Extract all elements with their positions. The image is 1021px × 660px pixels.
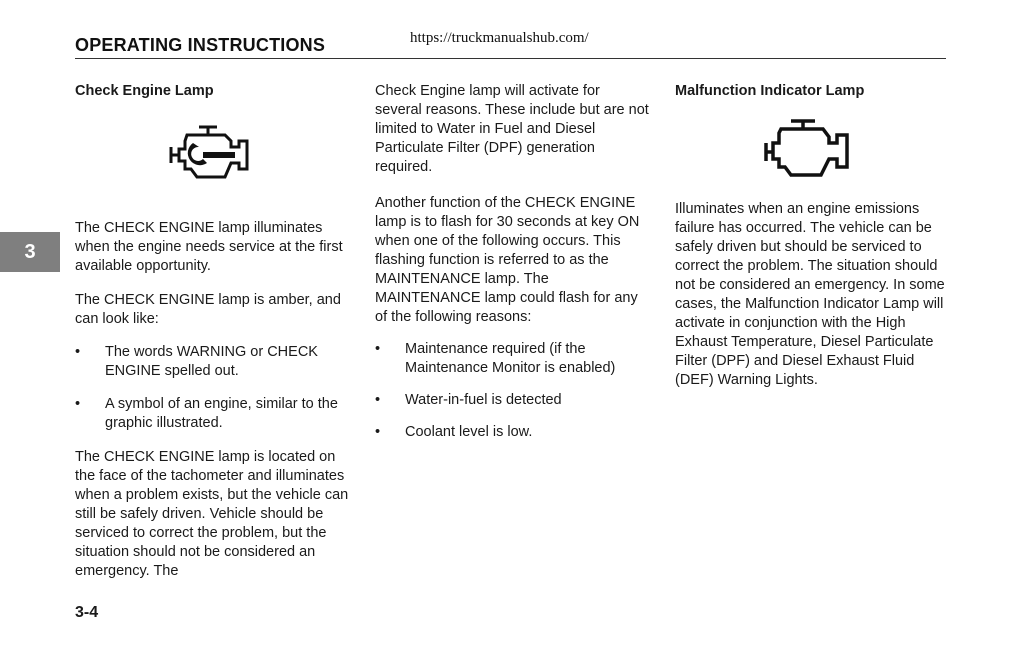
column-check-engine [75, 82, 350, 581]
col1-bullet-list [75, 343, 350, 433]
bullet-icon: • [375, 392, 381, 408]
page-number: 3-4 [75, 604, 99, 621]
list-item-text: Coolant level is low. [405, 424, 533, 440]
page-header-title: OPERATING INSTRUCTIONS [75, 35, 326, 55]
col3-paragraph-1: Illuminates when an engine emissions failure has occurred. The vehicle can be safely driven but should be serviced to correct the problem. The situation should not be considered an emergency. In some cases, the Malfunction Indicator Lamp will activate in conjunction with the High Exhaust Temperature, Diesel Particulate Filter (DPF) and Diesel Exhaust Fluid (DEF) Warning Lights. [675, 201, 945, 388]
list-item [75, 343, 350, 381]
section-heading-malfunction-indicator: Malfunction Indicator Lamp [675, 83, 865, 99]
bullet-icon: • [75, 344, 81, 360]
col1-paragraph-1: The CHECK ENGINE lamp illuminates when the engine needs service at the first available opportunity. [75, 220, 343, 274]
chapter-tab: 3 [0, 232, 60, 272]
bullet-icon: • [375, 341, 381, 357]
col1-paragraph-2: The CHECK ENGINE lamp is amber, and can look like: [75, 292, 341, 327]
list-item-text: Maintenance required (if the Maintenance Monitor is enabled) [405, 341, 616, 376]
col1-paragraph-3: The CHECK ENGINE lamp is located on the face of the tachometer and illuminates when a problem exists, but the vehicle can still be safely driven. Vehicle should be serviced to correct the problem, but the situation should not be considered an emergency. The [75, 449, 349, 579]
column-check-engine-continued [375, 82, 650, 442]
list-item [375, 423, 650, 442]
list-item-text: A symbol of an engine, similar to the graphic illustrated. [105, 396, 338, 431]
bullet-icon: • [375, 424, 381, 440]
col2-bullet-list [375, 340, 650, 442]
bullet-icon: • [75, 396, 81, 412]
col2-paragraph-1: Check Engine lamp will activate for several reasons. These include but are not limited to Water in Fuel and Diesel Particulate Filter (DPF) generation required. [375, 83, 649, 175]
list-item [75, 395, 350, 433]
watermark-url: https://truckmanualshub.com/ [410, 30, 589, 46]
section-heading-check-engine: Check Engine Lamp [75, 83, 214, 99]
list-item-text: Water-in-fuel is detected [405, 392, 562, 408]
list-item-text: The words WARNING or CHECK ENGINE spelled out. [105, 344, 318, 379]
column-malfunction-indicator [675, 82, 950, 390]
list-item [375, 391, 650, 410]
engine-wrench-icon [167, 121, 257, 183]
engine-icon [763, 115, 857, 181]
list-item [375, 340, 650, 378]
col2-paragraph-2: Another function of the CHECK ENGINE lamp is to flash for 30 seconds at key ON when one of the following occurs. This flashing function is referred to as the MAINTENANCE lamp. The MAINTENANCE lamp could flash for any of the following reasons: [375, 195, 640, 325]
header-divider [75, 58, 946, 59]
